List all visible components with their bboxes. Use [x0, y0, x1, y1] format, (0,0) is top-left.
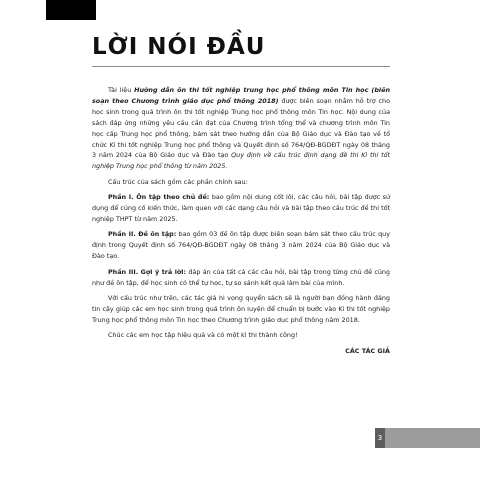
intro-italic-tail: Quy định về cấu trúc định dạng đề thi Kì thi tốt nghiệp Trung học phổ thông từ năm 2025. — [92, 151, 390, 171]
part-1-text: bao gồm nội dung cốt lõi, các câu hỏi, bài tập được sử dụng để củng cố kiến thức, làm quen với các dạng câu hỏi và bài tập theo cấu trúc đề thi tốt nghiệp THPT từ năm 2025. — [92, 193, 390, 223]
intro-text-1: Tài liệu — [108, 86, 135, 94]
part-2-label: Phần II. Đề ôn tập: — [108, 230, 177, 239]
page-title: LỜI NÓI ĐẦU — [92, 34, 266, 60]
book-title: Hướng dẫn ôn thi tốt nghiệp trung học phổ thông môn Tin học (biên soạn theo Chương trình giáo dục phổ thông 2018) — [92, 86, 390, 105]
part-2-paragraph — [92, 229, 390, 262]
intro-paragraph — [92, 85, 390, 172]
title-divider — [92, 66, 390, 67]
page-number: 3 — [375, 428, 385, 448]
part-3-label: Phần III. Gợi ý trả lời: — [108, 267, 187, 276]
part-3-text: đáp án của tất cả các câu hỏi, bài tập trong từng chủ đề cũng như đề ôn tập, để học sinh có thể tự học, tự so sánh kết quả làm bài của mình. — [92, 267, 390, 287]
part-2-text: bao gồm 03 đề ôn tập được biên soạn bám sát theo cấu trúc quy định trong Quyết định số 764/QĐ-BGDĐT ngày 08 tháng 3 năm 2024 của Bộ Giáo dục và Đào tạo. — [92, 230, 390, 261]
part-3-paragraph — [92, 267, 390, 289]
wish-paragraph: Chúc các em học tập hiệu quả và có một kì thi thành công! — [108, 331, 298, 340]
part-1-paragraph — [92, 192, 390, 225]
closing-paragraph: Với cấu trúc như trên, các tác giả hi vọng quyển sách sẽ là người bạn đồng hành đáng tin cậy giúp các em học sinh trong quá trình ôn luyện để chuẩn bị bước vào Kì thi tốt nghiệp Trung học phổ thông môn Tin học theo Chương trình giáo dục phổ thông năm 2018. — [92, 293, 390, 324]
footer-bar — [385, 428, 480, 448]
intro-text-2: được biên soạn nhằm hỗ trợ cho học sinh trong quá trình ôn thi tốt nghiệp Trung học phổ thông môn Tin học. Nội dung của sách đáp ứng những yêu cầu cần đạt của Chương trình tổng thể và chương trình môn Tin học cấp Trung học phổ thông, bám sát theo hướng dẫn của Bộ Giáo dục và Đào tạo về tổ chức Kì thi tốt nghiệp Trung học phổ thông và Quyết định số 764/QĐ-BGDĐT ngày 08 tháng 3 năm 2024 của Bộ Giáo dục và Đào tạo — [92, 96, 390, 160]
structure-intro: Cấu trúc của sách gồm các phần chính sau: — [108, 177, 248, 186]
top-decor-block — [46, 0, 96, 20]
part-1-label: Phần I. Ôn tập theo chủ đề: — [108, 193, 210, 202]
authors-signature: CÁC TÁC GIẢ — [345, 346, 390, 355]
body-text — [92, 85, 390, 356]
